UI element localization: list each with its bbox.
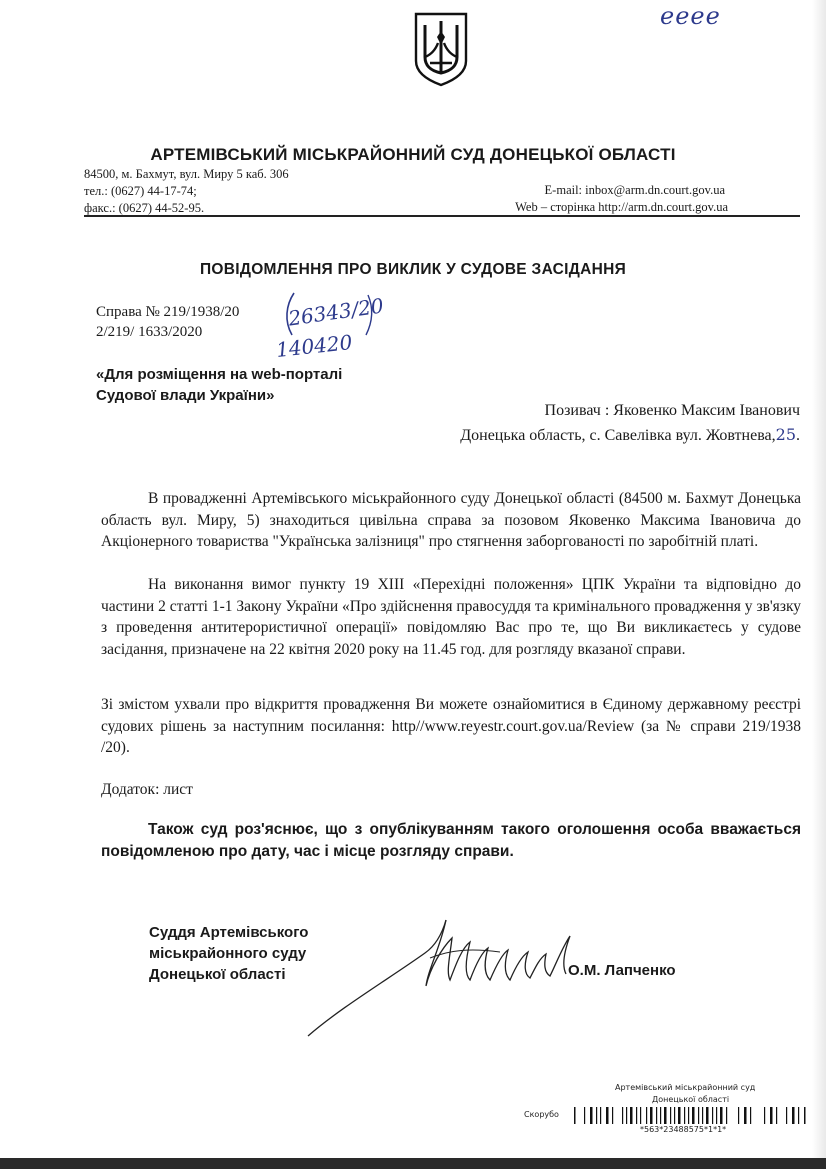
stamp-court-name: Артемівський міськрайонний суд (615, 1083, 756, 1092)
paragraph-proceedings: В провадженні Артемівського міськрайонного суду Донецької області (84500 м. Бахмут Донецька область вул. Миру, 5) знаходиться цивільна справа за позовом Яковенко Максима Івановича до Акціонерного товариства "Українська залізниця" про стягнення заборгованості по заробітній платі. (101, 490, 801, 550)
case-internal-number: 2/219/ 1633/2020 (96, 324, 203, 340)
court-fax: факс.: (0627) 44-52-95. (84, 201, 205, 215)
body-paragraph-3 (101, 694, 801, 759)
judge-title-line-3: Донецької області (149, 966, 286, 983)
judge-name: О.М. Лапченко (568, 962, 676, 979)
judge-title-line-2: міськрайонного суду (149, 945, 307, 962)
court-address: 84500, м. Бахмут, вул. Миру 5 каб. 306 (84, 167, 289, 181)
court-website: Web – сторінка http://arm.dn.court.gov.ua (515, 200, 728, 214)
attachment-note: Додаток: лист (101, 781, 193, 798)
court-email: E-mail: inbox@arm.dn.court.gov.ua (544, 183, 725, 197)
stamp-label: Скорубо (524, 1110, 559, 1119)
signature-icon (300, 908, 600, 1043)
plaintiff-name: Позивач : Яковенко Максим Іванович (544, 402, 800, 419)
plaintiff-address-street: Донецька область, с. Савелівка вул. Жовтнева, (460, 427, 776, 444)
plaintiff-house-number: 25 (775, 425, 796, 444)
header-divider (84, 215, 800, 217)
coat-of-arms-icon (412, 11, 470, 87)
handwritten-registration-number: 26343/20 (286, 293, 386, 331)
stamp-region: Донецької області (652, 1095, 730, 1104)
court-phone: тел.: (0627) 44-17-74; (84, 184, 197, 198)
portal-note-line-1: «Для розміщення на web-порталі (96, 366, 343, 383)
court-name: АРТЕМІВСЬКИЙ МІСЬКРАЙОННИЙ СУД ДОНЕЦЬКОЇ ОБЛАСТІ (150, 145, 676, 164)
handwritten-registration-date: 140420 (274, 330, 354, 362)
paragraph-registry-link: Зі змістом ухвали про відкриття провадження Ви можете ознайомитися в Єдиному державному реєстрі судових рішень за наступним посилання: http//www.reyestr.court.gov.ua/Review (за № справи 219/1938 /20). (101, 696, 801, 756)
plaintiff-address (460, 425, 800, 445)
paragraph-summons: На виконання вимог пункту 19 ХIII «Перехідні положення» ЦПК України та відповідно до частини 2 статті 1-1 Закону України «Про здійснення правосуддя та кримінального провадження у зв'язку з проведення антитерористичної операції» повідомляю Вас про те, що Ви викликаєтесь у судове засідання, призначене на 22 квітня 2020 року на 11.45 год. для розгляду вказаної справи. (101, 576, 801, 658)
scan-edge-shadow (812, 0, 826, 1158)
judge-title (149, 922, 308, 985)
portal-note-line-2: Судової влади України» (96, 387, 275, 404)
plaintiff-address-end: . (796, 427, 800, 444)
judge-title-line-1: Суддя Артемівського (149, 924, 309, 941)
barcode-icon (574, 1107, 806, 1124)
case-number: Справа № 219/1938/20 (96, 304, 240, 320)
portal-placement-note (96, 364, 342, 406)
publication-notice: Також суд роз'яснює, що з опублікуванням такого оголошення особа вважається повідомленою про дату, час і місце розгляду справи. (101, 821, 801, 860)
body-paragraph-2 (101, 574, 801, 660)
notice-title: ПОВІДОМЛЕННЯ ПРО ВИКЛИК У СУДОВЕ ЗАСІДАННЯ (199, 261, 627, 278)
scan-bottom-border (0, 1158, 826, 1169)
barcode-text: *563*23488575*1*1* (640, 1125, 727, 1134)
corner-handwritten-note: ееее (660, 2, 721, 30)
body-paragraph-1 (101, 488, 801, 553)
